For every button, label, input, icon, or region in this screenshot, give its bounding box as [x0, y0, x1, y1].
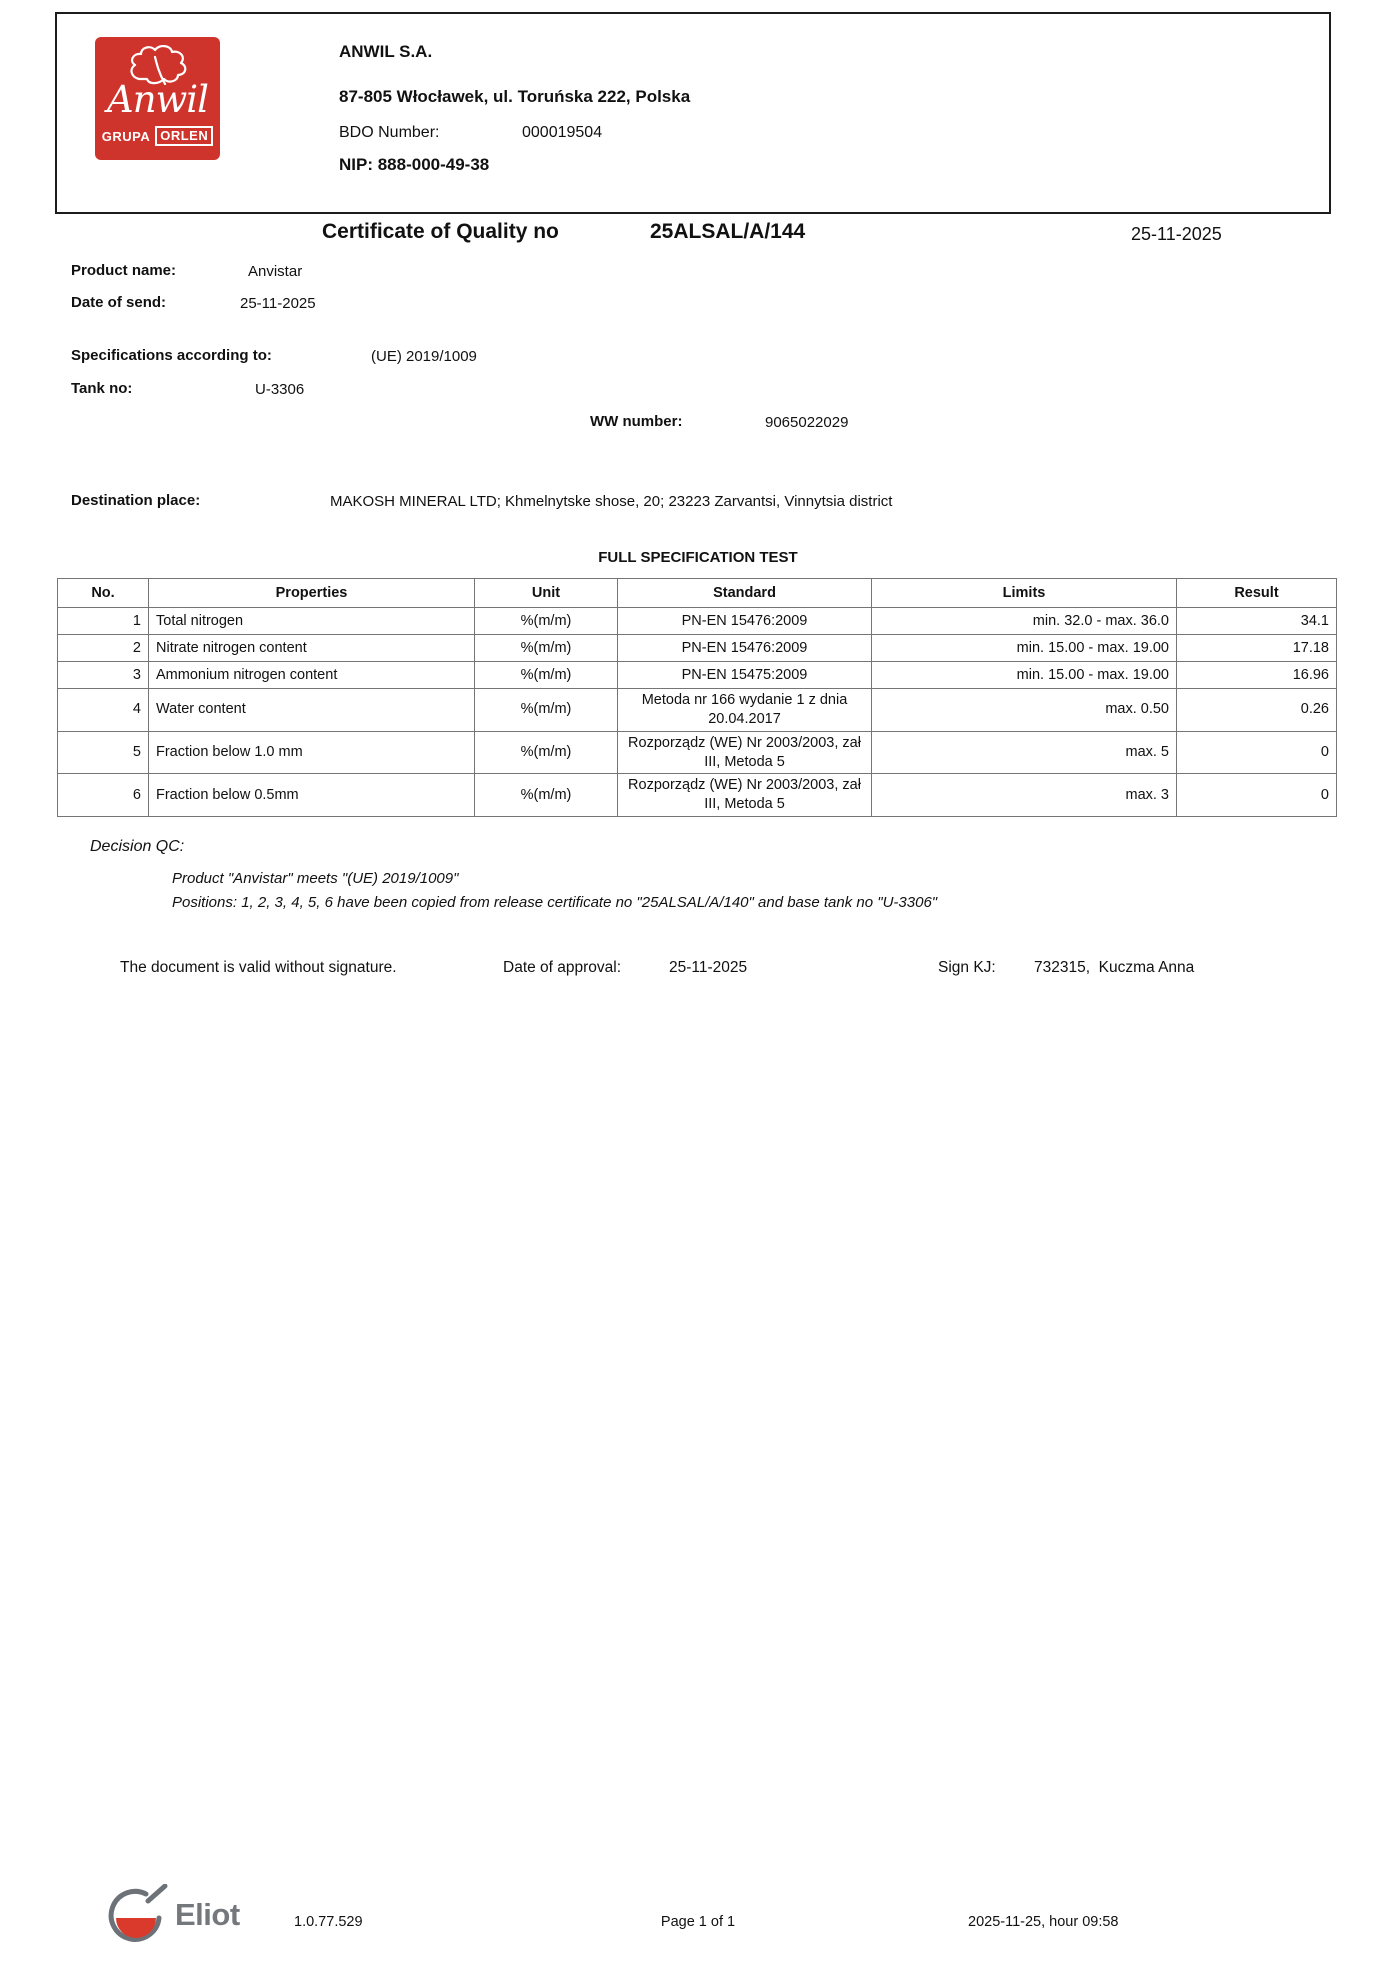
- cell-no: 5: [58, 731, 149, 774]
- cell-unit: %(m/m): [475, 608, 618, 635]
- cell-result: 17.18: [1177, 635, 1337, 662]
- company-name: ANWIL S.A.: [339, 42, 433, 61]
- table-row: [58, 774, 1337, 817]
- cell-no: 6: [58, 774, 149, 817]
- print-datetime: 2025-11-25, hour 09:58: [968, 1914, 1119, 1930]
- product-name-label: Product name:: [71, 262, 177, 279]
- cell-standard: Rozporządz (WE) Nr 2003/2003, zał III, Metoda 5: [618, 774, 872, 817]
- col-header-properties: Properties: [149, 579, 475, 608]
- date-of-send-label: Date of send:: [71, 294, 167, 311]
- certificate-date: 25-11-2025: [1131, 224, 1222, 244]
- table-row: [58, 662, 1337, 689]
- anwil-logo: [95, 37, 220, 160]
- page-indicator: Page 1 of 1: [660, 1914, 736, 1930]
- col-header-unit: Unit: [475, 579, 618, 608]
- cell-result: 16.96: [1177, 662, 1337, 689]
- cell-unit: %(m/m): [475, 774, 618, 817]
- cell-limits: max. 3: [872, 774, 1177, 817]
- cell-limits: min. 15.00 - max. 19.00: [872, 635, 1177, 662]
- grupa-label: GRUPA: [101, 128, 151, 144]
- col-header-standard: Standard: [618, 579, 872, 608]
- cell-result: 0: [1177, 774, 1337, 817]
- decision-line-2: Positions: 1, 2, 3, 4, 5, 6 have been copied from release certificate no "25ALSAL/A/140" and base tank no "U-3306": [172, 894, 938, 911]
- decision-qc-heading: Decision QC:: [90, 838, 185, 855]
- tank-no-value: U-3306: [255, 381, 305, 398]
- cell-property: Fraction below 1.0 mm: [149, 731, 475, 774]
- cell-unit: %(m/m): [475, 689, 618, 732]
- sign-kj-label: Sign KJ:: [938, 959, 996, 976]
- cell-no: 2: [58, 635, 149, 662]
- cell-result: 0: [1177, 731, 1337, 774]
- cell-property: Water content: [149, 689, 475, 732]
- col-header-result: Result: [1177, 579, 1337, 608]
- ww-number-label: WW number:: [590, 413, 683, 430]
- col-header-no: No.: [58, 579, 149, 608]
- cell-property: Nitrate nitrogen content: [149, 635, 475, 662]
- bdo-label: BDO Number:: [339, 124, 440, 141]
- date-of-approval-value: 25-11-2025: [669, 959, 748, 976]
- ww-number-value: 9065022029: [765, 414, 849, 431]
- orlen-label: ORLEN: [155, 126, 213, 146]
- table-header-row: [58, 579, 1337, 608]
- specifications-value: (UE) 2019/1009: [371, 348, 477, 365]
- cell-unit: %(m/m): [475, 662, 618, 689]
- cell-no: 1: [58, 608, 149, 635]
- table-row: [58, 731, 1337, 774]
- cell-standard: PN-EN 15476:2009: [618, 635, 872, 662]
- col-header-limits: Limits: [872, 579, 1177, 608]
- certificate-title: Certificate of Quality no: [322, 220, 559, 243]
- cell-limits: max. 5: [872, 731, 1177, 774]
- table-row: [58, 608, 1337, 635]
- decision-line-1: Product "Anvistar" meets "(UE) 2019/1009": [172, 870, 459, 887]
- cell-property: Ammonium nitrogen content: [149, 662, 475, 689]
- sign-kj-value: 732315, Kuczma Anna: [1034, 959, 1195, 976]
- oak-leaf-icon: [125, 45, 191, 85]
- cell-no: 3: [58, 662, 149, 689]
- date-of-send-value: 25-11-2025: [240, 295, 316, 312]
- specification-table: [57, 578, 1337, 817]
- cell-limits: max. 0.50: [872, 689, 1177, 732]
- cell-property: Fraction below 0.5mm: [149, 774, 475, 817]
- cell-result: 34.1: [1177, 608, 1337, 635]
- validity-statement: The document is valid without signature.: [120, 959, 397, 976]
- cell-property: Total nitrogen: [149, 608, 475, 635]
- certificate-number: 25ALSAL/A/144: [650, 220, 806, 243]
- specifications-label: Specifications according to:: [71, 347, 272, 364]
- eliot-wordmark: Eliot: [175, 1897, 240, 1932]
- cell-standard: PN-EN 15476:2009: [618, 608, 872, 635]
- cell-standard: Rozporządz (WE) Nr 2003/2003, zał III, Metoda 5: [618, 731, 872, 774]
- anwil-logo-wordmark: Anwil: [107, 78, 208, 121]
- cell-standard: PN-EN 15475:2009: [618, 662, 872, 689]
- bdo-value: 000019504: [522, 124, 603, 141]
- app-version: 1.0.77.529: [294, 1914, 363, 1930]
- cell-limits: min. 15.00 - max. 19.00: [872, 662, 1177, 689]
- destination-value: MAKOSH MINERAL LTD; Khmelnytske shose, 20; 23223 Zarvantsi, Vinnytsia district: [330, 493, 893, 510]
- cell-standard: Metoda nr 166 wydanie 1 z dnia 20.04.2017: [618, 689, 872, 732]
- company-address: 87-805 Włocławek, ul. Toruńska 222, Polska: [339, 87, 691, 106]
- tank-no-label: Tank no:: [71, 380, 133, 397]
- company-nip: NIP: 888-000-49-38: [339, 155, 490, 174]
- table-row: [58, 689, 1337, 732]
- cell-result: 0.26: [1177, 689, 1337, 732]
- grupa-orlen-tag: [102, 126, 213, 146]
- cell-unit: %(m/m): [475, 731, 618, 774]
- cell-unit: %(m/m): [475, 635, 618, 662]
- destination-label: Destination place:: [71, 492, 201, 509]
- cell-no: 4: [58, 689, 149, 732]
- product-name-value: Anvistar: [248, 263, 303, 280]
- table-title: FULL SPECIFICATION TEST: [598, 549, 798, 566]
- table-row: [58, 635, 1337, 662]
- cell-limits: min. 32.0 - max. 36.0: [872, 608, 1177, 635]
- bdo-number-row: [339, 124, 690, 142]
- company-info: [339, 42, 690, 175]
- company-header: [55, 12, 1331, 214]
- date-of-approval-label: Date of approval:: [503, 959, 622, 976]
